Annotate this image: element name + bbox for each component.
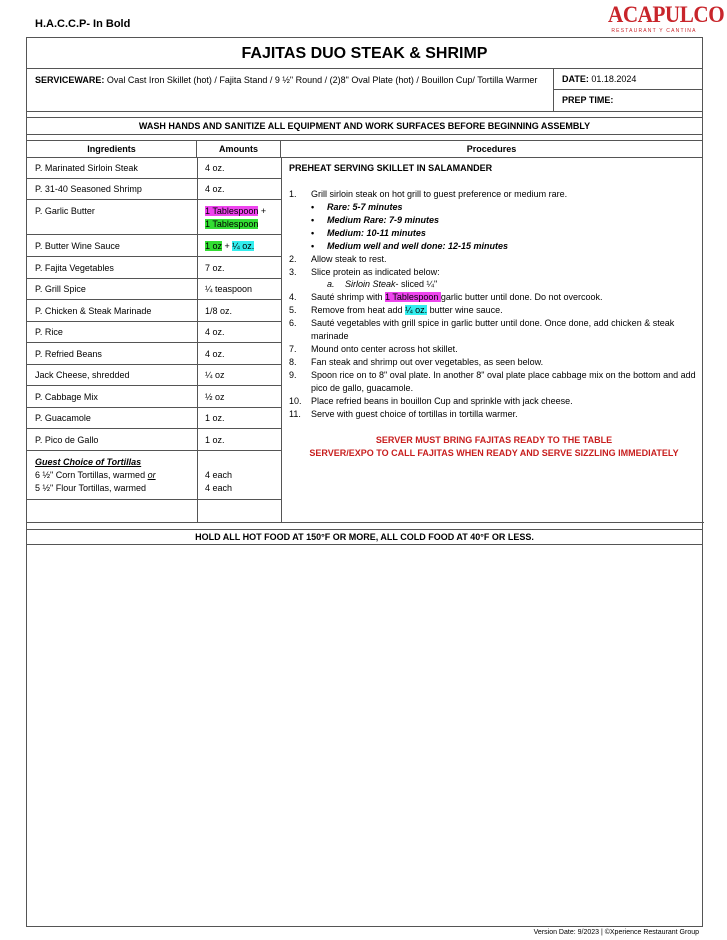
ingredient-amount: 1/8 oz. xyxy=(205,306,233,316)
amount-separator: + xyxy=(258,206,267,216)
preheat-instruction: PREHEAT SERVING SKILLET IN SALAMANDER xyxy=(289,163,493,173)
divider xyxy=(281,158,282,522)
ingredient-row xyxy=(27,200,281,235)
ingredient-name: P. Fajita Vegetables xyxy=(35,263,114,273)
ingredient-row xyxy=(27,235,281,257)
server-notice: SERVER/EXPO TO CALL FAJITAS WHEN READY AND SERVE SIZZLING IMMEDIATELY xyxy=(309,448,679,458)
ingredient-row xyxy=(27,322,281,343)
ingredient-amount: 4 oz. xyxy=(205,184,225,194)
tortilla-heading: Guest Choice of Tortillas xyxy=(35,457,142,467)
flour-tortilla-option: 5 ½" Flour Tortillas, warmed xyxy=(35,483,147,493)
highlighted-amount: 1 Tablespoon xyxy=(205,218,259,229)
ingredient-amount: 4 oz. xyxy=(205,163,225,173)
ingredient-name: P. Pico de Gallo xyxy=(35,435,99,445)
version-footer: Version Date: 9/2023 | ©Xperience Restaurant Group xyxy=(533,929,699,936)
logo-text: ACAPULCO xyxy=(608,2,725,27)
doneness-item: • Rare: 5-7 minutes xyxy=(311,202,403,212)
highlighted-amount: ¼ oz. xyxy=(405,305,428,315)
prep-time-cell: PREP TIME: xyxy=(562,95,614,105)
serviceware-cell xyxy=(27,69,554,111)
haccp-note: H.A.C.C.P- In Bold xyxy=(35,18,131,30)
ingredient-row xyxy=(27,158,281,179)
flour-amount: 4 each xyxy=(205,483,233,493)
ingredient-name: Jack Cheese, shredded xyxy=(35,370,130,380)
ingredient-amount: 1 oz. xyxy=(205,413,225,423)
ingredient-amount: ¼ teaspoon xyxy=(205,284,253,294)
date-cell xyxy=(554,69,702,90)
highlighted-amount: ¼ oz. xyxy=(232,241,255,251)
ingredient-row xyxy=(27,257,281,279)
serviceware-text: Oval Cast Iron Skillet (hot) / Fajita Stand / 9 ½" Round / (2)8" Oval Plate (hot) / Bouillon Cup/ Tortilla Warmer xyxy=(104,75,538,85)
ingredient-amount xyxy=(205,205,279,230)
date-value: 01.18.2024 xyxy=(588,74,637,84)
highlighted-amount: 1 Tablespoon xyxy=(205,206,259,216)
ingredient-amount: 4 oz. xyxy=(205,349,225,359)
ingredient-name: P. Marinated Sirloin Steak xyxy=(35,163,138,173)
tortilla-amount xyxy=(205,469,279,495)
ingredient-name: P. Butter Wine Sauce xyxy=(35,241,120,251)
serviceware-row xyxy=(27,69,702,112)
amounts-header: Amounts xyxy=(197,141,281,157)
procedures-header: Procedures xyxy=(466,144,517,154)
corn-tortilla-option: 6 ½" Corn Tortillas, warmed xyxy=(35,470,148,480)
ingredient-amount: 7 oz. xyxy=(205,263,225,273)
highlighted-amount: 1 Tablespoon xyxy=(385,292,441,302)
highlighted-amount: 1 oz xyxy=(205,241,223,251)
ingredient-amount: ¼ oz xyxy=(205,370,225,380)
ingredient-name: P. Garlic Butter xyxy=(35,206,95,216)
ingredient-row xyxy=(27,408,281,429)
hold-temperature-notice: HOLD ALL HOT FOOD AT 150°F OR MORE, ALL COLD FOOD AT 40°F OR LESS. xyxy=(27,529,702,545)
recipe-sheet xyxy=(26,37,703,927)
ingredient-name: P. Refried Beans xyxy=(35,349,102,359)
ingredient-row xyxy=(27,343,281,365)
ingredient-name: P. Chicken & Steak Marinade xyxy=(35,306,152,316)
ingredient-amount: 4 oz. xyxy=(205,327,225,337)
doneness-item: • Medium well and well done: 12-15 minutes xyxy=(311,241,509,251)
amount-separator: + xyxy=(222,241,233,251)
ingredient-row xyxy=(27,429,281,451)
ingredient-name: P. Grill Spice xyxy=(35,284,86,294)
or-text: or xyxy=(147,470,156,480)
tortilla-choice xyxy=(35,456,193,495)
ingredient-amount xyxy=(205,241,279,251)
procedure-substep: a. Sirloin Steak- sliced ¼" xyxy=(327,279,438,289)
wash-notice: WASH HANDS AND SANITIZE ALL EQUIPMENT AND WORK SURFACES BEFORE BEGINNING ASSEMBLY xyxy=(27,118,702,135)
restaurant-logo xyxy=(604,2,725,34)
doneness-item: • Medium Rare: 7-9 minutes xyxy=(311,215,440,225)
doneness-item: • Medium: 10-11 minutes xyxy=(311,228,426,238)
serviceware-label: SERVICEWARE: xyxy=(35,75,105,85)
ingredient-amount: ½ oz xyxy=(205,392,225,402)
ingredient-name: P. Rice xyxy=(35,327,63,337)
date-label: DATE: xyxy=(562,74,589,84)
table-header xyxy=(27,141,702,158)
ingredient-name: P. Cabbage Mix xyxy=(35,392,98,402)
server-notice: SERVER MUST BRING FAJITAS READY TO THE TABLE xyxy=(375,435,613,445)
ingredient-row xyxy=(27,300,281,322)
recipe-body: P. Marinated Sirloin Steak 4 oz. P. 31-40 Seasoned Shrimp 4 oz. P. Garlic Butter 1 Tablespoon + 1 Tablespoon P. Butter Wine Sauce 1 oz + ¼ oz. P. Fajita Vegetables 7 oz. P. Grill Spice ¼ teaspoon P. Chicken & Steak Marinade 1/8 oz. P. Rice 4 oz. P. Refried Beans 4 oz. Jack Cheese, shredded ¼ oz P. Cabbage Mix ½ oz P. Guacamole 1 oz. P. Pico de Gallo 1 oz. Guest Choice of Tortillas 6 ½" Corn Tortillas, warmed or 5 ½" Flour Tortillas, warmed 4 each 4 each PREHEAT SERVING SKILLET IN SALAMANDER 1. Grill sirloin steak on hot grill to guest preference or medium rare. • Rare: 5-7 minutes • Medium Rare: 7-9 minutes • Medium: 10-11 minutes • Medium well and well done: 12-15 minutes 2. Allow steak to rest. 3. Slice protein as indicated below: a. Sirloin Steak- sliced ¼" 4. Sauté shrimp with 1 Tablespoon garlic butter until done. Do not overcook. 5. Remove from heat add ¼ oz. butter wine sauce. 6. Sauté vegetables with grill spice in garlic butter until done. Once done, add chicken & steak marinade 7. Mound onto center across hot skillet. 8. Fan steak and shrimp out over vegetables, as seen below. 9. Spoon rice on to 8" oval plate. In another 8" oval plate place cabbage mix on the bottom and add pico de gallo, guacamole. 10. Place refried beans in bouillon Cup and sprinkle with jack cheese. 11. Serve with guest choice of tortillas in tortilla warmer. SERVER MUST BRING FAJITAS READY TO THE TABLE SERVER/EXPO TO CALL FAJITAS WHEN READY AND SERVE SIZZLING IMMEDIATELY xyxy=(27,158,704,523)
tortilla-choice-row xyxy=(27,451,281,500)
logo-subtext: RESTAURANT Y CANTINA xyxy=(611,28,697,34)
ingredient-name: P. 31-40 Seasoned Shrimp xyxy=(35,184,142,194)
ingredient-name: P. Guacamole xyxy=(35,413,91,423)
corn-amount: 4 each xyxy=(205,470,233,480)
ingredients-header: Ingredients xyxy=(27,141,197,157)
recipe-title: FAJITAS DUO STEAK & SHRIMP xyxy=(27,38,702,69)
ingredient-row xyxy=(27,179,281,200)
ingredient-row xyxy=(27,279,281,300)
ingredient-row xyxy=(27,365,281,386)
ingredient-row xyxy=(27,386,281,408)
ingredient-amount: 1 oz. xyxy=(205,435,225,445)
